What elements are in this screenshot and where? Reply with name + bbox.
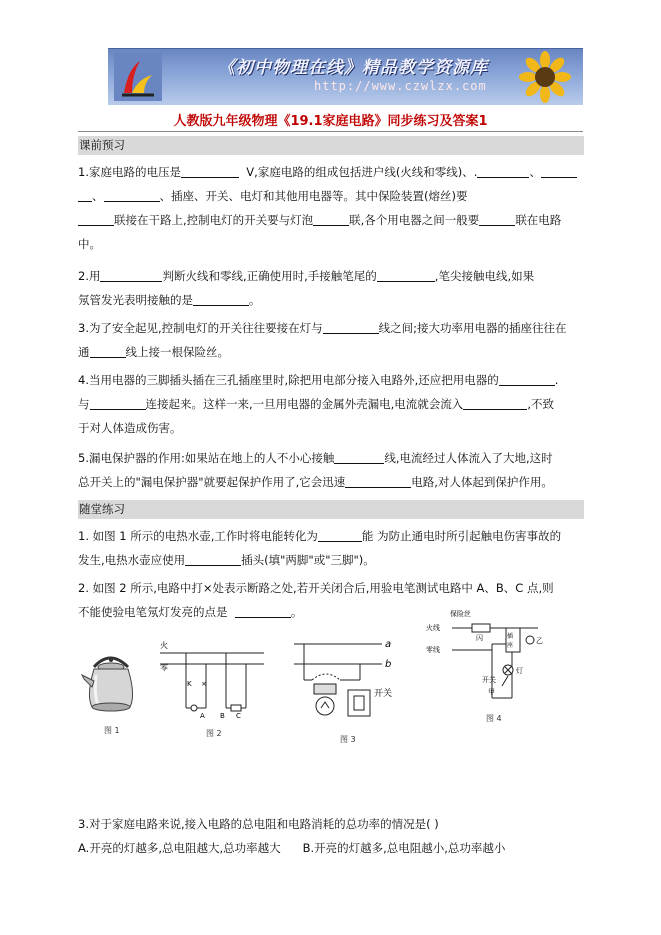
question-1: 1.家庭电路的电压是 V,家庭电路的组成包括进户线(火线和零线)、. 、 、 、插座、开关、电灯和其他用电器等。其中保险装置(熔丝)要 联接在干路上,控制电灯的开关要与灯泡 联,各个用电器之间一般要 联在电路 中。 — [78, 160, 586, 256]
svg-text:C: C — [236, 712, 241, 720]
section-practice: 随堂练习 — [78, 500, 584, 519]
svg-text:闪: 闪 — [476, 634, 483, 642]
banner-url[interactable]: http://www.czwlzx.com — [314, 79, 487, 93]
site-banner — [108, 48, 583, 105]
svg-text:火: 火 — [160, 641, 168, 650]
practice-3: 3.对于家庭电路来说,接入电路的总电阻和电路消耗的总功率的情况是( ) A.开亮的灯越多,总电阻越大,总功率越大 B.开亮的灯越多,总电阻越小,总功率越小 — [78, 817, 506, 855]
figure-4-caption: 图 4 — [486, 714, 502, 723]
practice-1: 1. 如图 1 所示的电热水壶,工作时将电能转化为 能 为防止通电时所引起触电伤害事故的 发生,电热水壶应使用 插头(填"两脚"或"三脚")。 — [78, 529, 562, 567]
question-3: 3.为了安全起见,控制电灯的开关往往要接在灯与 线之间;接大功率用电器的插座往往在 通 线上接一根保险丝。 — [78, 321, 567, 359]
option-a: A.开亮的灯越多,总电阻越大,总功率越大 — [78, 841, 281, 855]
svg-text:乙: 乙 — [536, 637, 543, 645]
title-divider — [78, 131, 583, 132]
section-preview: 课前预习 — [78, 136, 584, 155]
svg-text:开关: 开关 — [482, 676, 496, 684]
figure-4-circuit — [422, 608, 560, 716]
svg-text:a: a — [385, 639, 392, 650]
svg-text:保险丝: 保险丝 — [450, 610, 471, 618]
svg-text:火线: 火线 — [426, 624, 440, 632]
question-5: 5.漏电保护器的作用:如果站在地上的人不小心接触 线,电流经过人体流入了大地,这时 总开关上的"漏电保护器"就要起保护作用了,它会迅速 电路,对人体起到保护作用。 — [78, 451, 553, 489]
svg-text:B: B — [220, 712, 225, 720]
svg-text:开关: 开关 — [374, 689, 393, 699]
figure-1-kettle — [80, 645, 142, 719]
document-title: 人教版九年级物理《19.1家庭电路》同步练习及答案1 — [173, 114, 488, 129]
svg-text:零线: 零线 — [426, 646, 440, 654]
practice-2: 2. 如图 2 所示,电路中打×处表示断路之处,若开关闭合后,用验电笔测试电路中 A、B、C 点,则 不能使验电笔氖灯发亮的点是 。 — [78, 581, 554, 619]
svg-text:灯: 灯 — [516, 667, 523, 675]
svg-text:座: 座 — [507, 642, 514, 649]
question-2: 2.用 判断火线和零线,正确使用时,手接触笔尾的 ,笔尖接触电线,如果 氖管发光表明接触的是 。 — [78, 269, 535, 307]
figure-2-caption: 图 2 — [206, 729, 222, 738]
figure-1-caption: 图 1 — [104, 726, 120, 735]
site-logo-icon — [114, 53, 162, 101]
svg-text:K: K — [187, 680, 192, 688]
svg-text:×: × — [201, 680, 207, 688]
svg-text:插: 插 — [507, 633, 514, 640]
figure-3-caption: 图 3 — [340, 735, 356, 744]
figure-3-circuit — [290, 634, 410, 734]
sunflower-icon — [505, 51, 579, 103]
svg-text:A: A — [200, 712, 205, 720]
svg-text:b: b — [385, 659, 392, 670]
svg-text:甲: 甲 — [488, 688, 495, 696]
banner-title: 《初中物理在线》精品教学资源库 — [218, 58, 488, 78]
figure-2-circuit — [156, 636, 268, 724]
option-b: B.开亮的灯越多,总电阻越小,总功率越小 — [302, 841, 506, 855]
question-4: 4.当用电器的三脚插头插在三孔插座里时,除把用电部分接入电路外,还应把用电器的 . 与 连接起来。这样一来,一旦用电器的金属外壳漏电,电流就会流入 ,不致 于对人体造成伤害。 — [78, 373, 559, 435]
svg-text:零: 零 — [160, 663, 168, 672]
